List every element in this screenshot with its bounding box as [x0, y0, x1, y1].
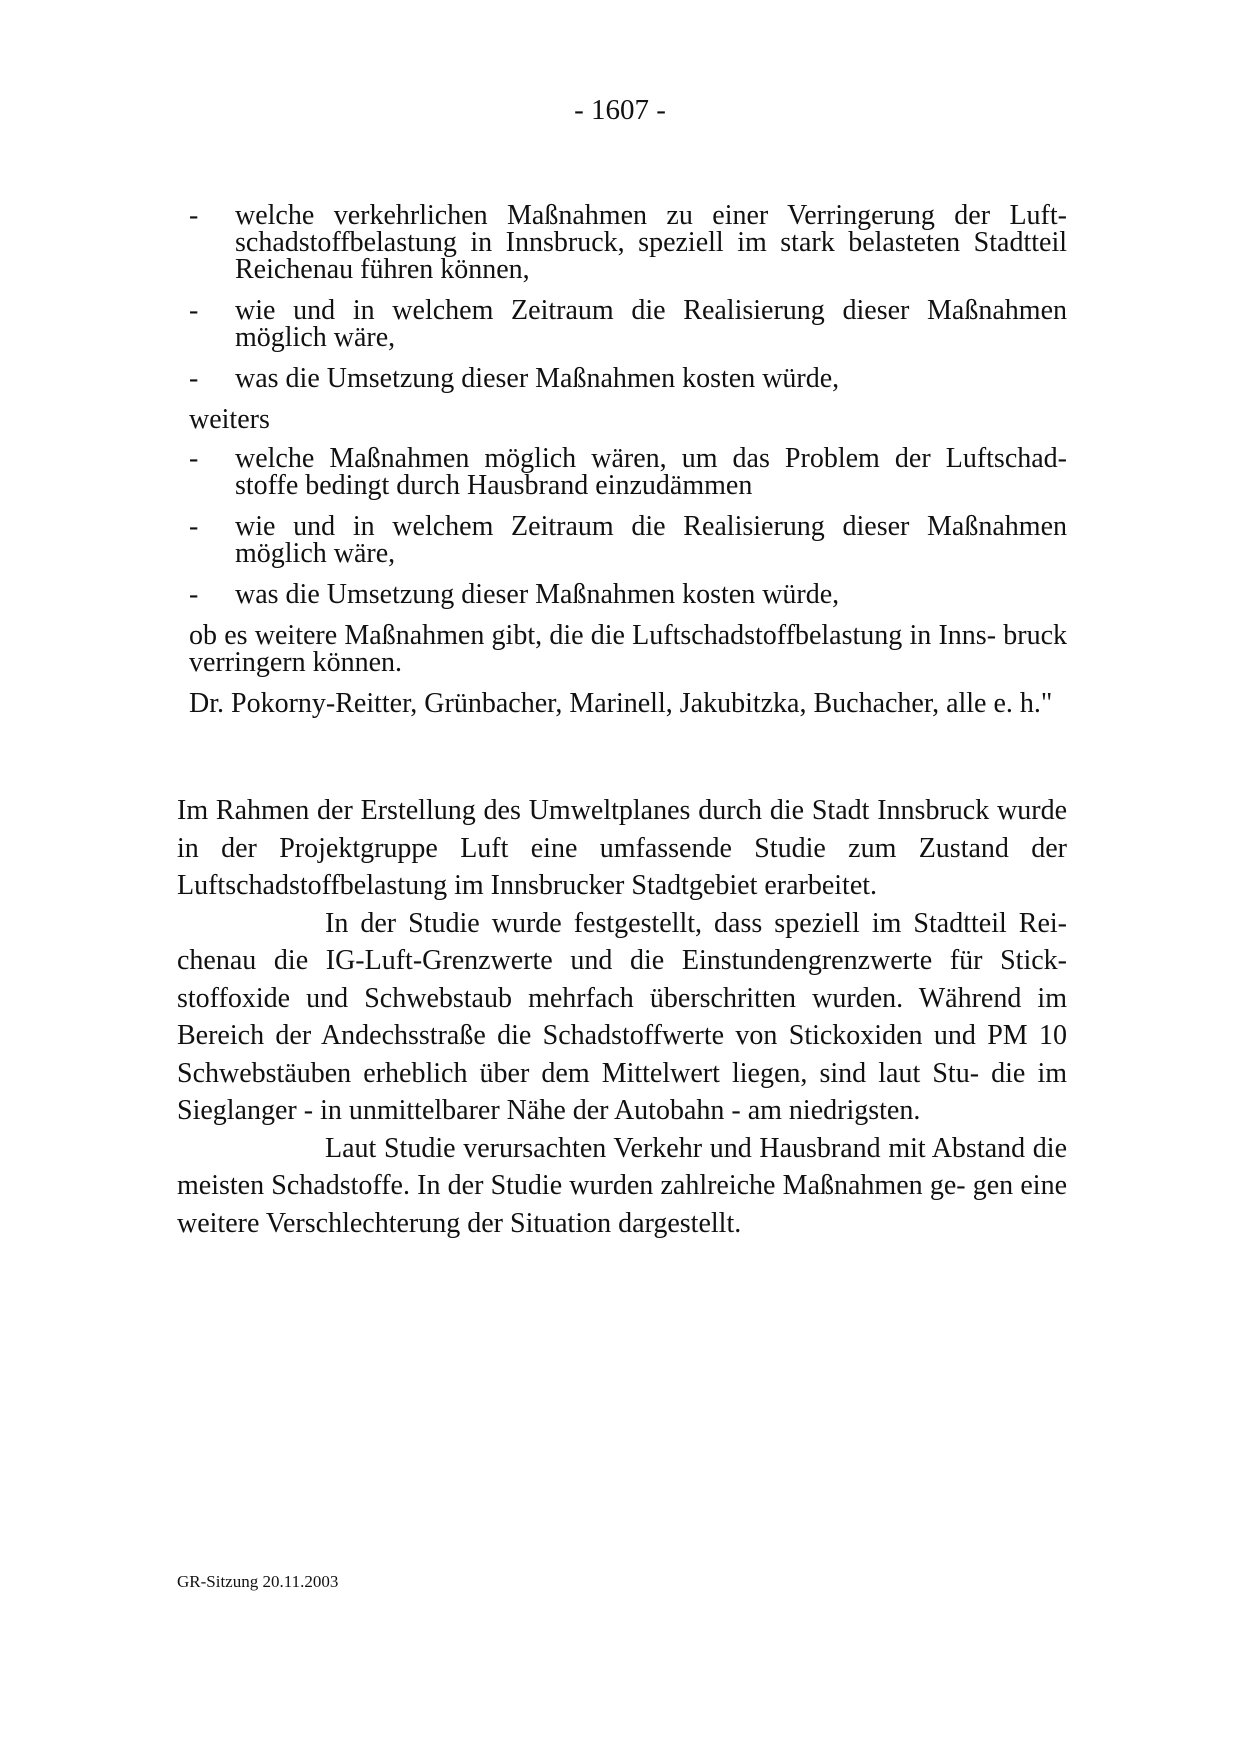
weiters-label: weiters [189, 404, 270, 435]
list-dash: - [189, 511, 199, 542]
list-item-text: welche Maßnahmen möglich wären, um das Problem der Luftschad- stoffe bedingt durch Hausbrand einzudämmen [235, 443, 1067, 501]
footer-session-date: GR-Sitzung 20.11.2003 [177, 1572, 339, 1591]
list-item [189, 297, 1067, 351]
list-item-text: wie und in welchem Zeitraum die Realisierung dieser Maßnahmen möglich wäre, [235, 295, 1067, 353]
paragraph: Im Rahmen der Erstellung des Umweltplanes durch die Stadt Innsbruck wurde in der Projektgruppe Luft eine umfassende Studie zum Zustand der Luftschadstoffbelastung im Innsbrucker Stadtgebiet erarbeitet. [177, 795, 1067, 901]
body-text [177, 792, 1067, 1242]
list-item-text: welche verkehrlichen Maßnahmen zu einer Verringerung der Luft- schadstoffbelastung in Innsbruck, speziell im stark belasteten Stadtteil Reichenau führen können, [235, 200, 1067, 285]
list-dash: - [189, 200, 199, 231]
list-dash: - [189, 443, 199, 474]
signatories: Dr. Pokorny-Reitter, Grünbacher, Marinell, Jakubitzka, Buchacher, alle e. h." [189, 688, 1053, 719]
list-item-text: was die Umsetzung dieser Maßnahmen kosten würde, [235, 363, 840, 394]
list-item [189, 513, 1067, 567]
list-item [189, 365, 1067, 392]
list-item [189, 581, 1067, 608]
list-item-text: wie und in welchem Zeitraum die Realisierung dieser Maßnahmen möglich wäre, [235, 511, 1067, 569]
list-item [189, 445, 1067, 499]
list-dash: - [189, 579, 199, 610]
list-item-text: was die Umsetzung dieser Maßnahmen kosten würde, [235, 579, 840, 610]
paragraph: Laut Studie verursachten Verkehr und Hausbrand mit Abstand die meisten Schadstoffe. In der Studie wurden zahlreiche Maßnahmen ge- gen eine weitere Verschlechterung der Situation dargestellt. [177, 1132, 1067, 1239]
quoted-question-list [189, 202, 1067, 731]
paragraph: In der Studie wurde festgestellt, dass speziell im Stadtteil Rei- chenau die IG-Luft-Grenzwerte und die Einstundengrenzwerte für Stick- stoffoxide und Schwebstaub mehrfach überschritten wurden. Während im Bereich der Andechsstraße die Schadstoffwerte von Stickoxiden und PM 10 Schwebstäuben erheblich über dem Mittelwert liegen, sind laut Stu- die im Sieglanger - in unmittelbarer Nähe der Autobahn - am niedrigsten. [177, 907, 1067, 1126]
list-item [189, 202, 1067, 283]
page-number: - 1607 - [574, 94, 666, 126]
closing-question: ob es weitere Maßnahmen gibt, die die Luftschadstoffbelastung in Inns- bruck verringern können. [189, 620, 1067, 678]
list-dash: - [189, 363, 199, 394]
list-dash: - [189, 295, 199, 326]
